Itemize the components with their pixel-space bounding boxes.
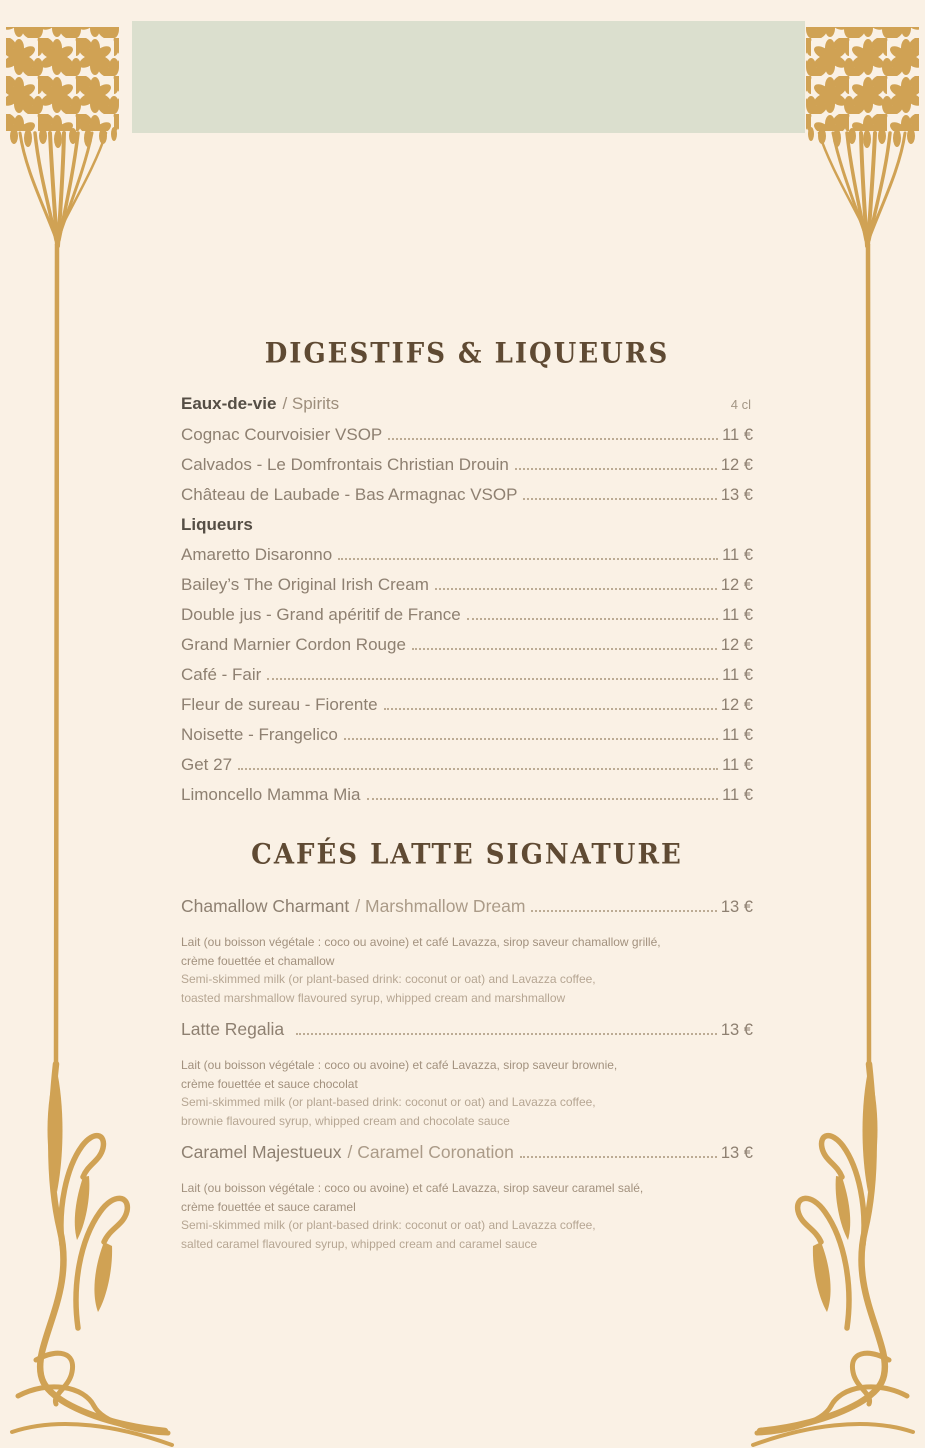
menu-item-row: [181, 570, 753, 600]
latte-item: [181, 1015, 753, 1130]
item-description: [181, 1056, 753, 1130]
description-line-fr: crème fouettée et sauce chocolat: [181, 1076, 358, 1091]
menu-item-row: [181, 720, 753, 750]
menu-item-row: [181, 630, 753, 660]
item-price: 11 €: [722, 786, 753, 804]
item-name: Noisette - Frangelico: [181, 725, 338, 744]
section-title-lattes: CAFÉS LATTE SIGNATURE: [251, 839, 683, 871]
dotted-leader: [238, 768, 718, 770]
menu-item-row: [181, 450, 753, 480]
dotted-leader: [523, 498, 716, 500]
description-line-en: salted caramel flavoured syrup, whipped cream and caramel sauce: [181, 1236, 538, 1251]
art-nouveau-border-right: [745, 0, 925, 1448]
item-price: 12 €: [720, 696, 753, 714]
group-header-fr: Liqueurs: [181, 515, 253, 534]
item-name: Amaretto Disaronno: [181, 545, 333, 564]
dotted-leader: [531, 910, 716, 912]
item-name: Grand Marnier Cordon Rouge: [181, 635, 406, 654]
menu-item-row: [181, 690, 753, 720]
item-name: Fleur de sureau - Fiorente: [181, 695, 378, 714]
description-line-en: Semi-skimmed milk (or plant-based drink: coconut or oat) and Lavazza coffee,: [181, 1095, 596, 1109]
dotted-leader: [520, 1156, 717, 1158]
item-name-en: / Caramel Coronation: [347, 1142, 514, 1162]
menu-item-row: [181, 780, 753, 810]
art-nouveau-border-left: [0, 0, 180, 1448]
group-header-en: / Spirits: [282, 394, 340, 413]
item-description: [181, 1179, 753, 1253]
description-line-fr: Lait (ou boisson végétale : coco ou avoine) et café Lavazza, sirop saveur chamallow grillé,: [181, 935, 661, 949]
item-name: Double jus - Grand apéritif de France: [181, 605, 461, 624]
description-line-en: Semi-skimmed milk (or plant-based drink: coconut or oat) and Lavazza coffee,: [181, 1218, 596, 1232]
serving-size-note: 4 cl: [730, 397, 751, 412]
item-price: 12 €: [720, 456, 753, 474]
item-price: 11 €: [722, 726, 753, 744]
dotted-leader: [435, 588, 717, 590]
item-price: 13 €: [720, 898, 753, 916]
menu-content: [181, 0, 753, 1261]
item-price: 13 €: [720, 1144, 753, 1162]
description-line-en: toasted marshmallow flavoured syrup, whipped cream and marshmallow: [181, 990, 566, 1005]
section-title-digestifs: DIGESTIFS & LIQUEURS: [264, 338, 670, 370]
menu-item-row: [181, 1138, 753, 1167]
item-price: 12 €: [720, 636, 753, 654]
menu-item-row: [181, 750, 753, 780]
menu-item-row: [181, 600, 753, 630]
dotted-leader: [467, 618, 718, 620]
item-price: 11 €: [722, 546, 753, 564]
item-name: Cognac Courvoisier VSOP: [181, 425, 383, 444]
description-line-en: brownie flavoured syrup, whipped cream and chocolate sauce: [181, 1113, 510, 1128]
item-price: 11 €: [722, 426, 753, 444]
item-description: [181, 933, 753, 1007]
latte-item: [181, 1138, 753, 1253]
item-name: Calvados - Le Domfrontais Christian Drouin: [181, 455, 509, 474]
menu-item-row: [181, 660, 753, 690]
latte-item: [181, 892, 753, 1007]
item-price: 11 €: [722, 756, 753, 774]
item-name: Café - Fair: [181, 665, 262, 684]
item-name-fr: Chamallow Charmant: [181, 896, 350, 916]
item-price: 13 €: [720, 1021, 753, 1039]
menu-item-row: [181, 420, 753, 450]
item-name: Get 27: [181, 755, 233, 774]
dotted-leader: [412, 648, 717, 650]
dotted-leader: [296, 1033, 717, 1035]
item-name-fr: Latte Regalia: [181, 1019, 285, 1039]
item-name: Bailey’s The Original Irish Cream: [181, 575, 429, 594]
dotted-leader: [515, 468, 717, 470]
item-price: 11 €: [722, 606, 753, 624]
dotted-leader: [267, 678, 718, 680]
item-name-fr: Caramel Majestueux: [181, 1142, 342, 1162]
description-line-fr: Lait (ou boisson végétale : coco ou avoine) et café Lavazza, sirop saveur caramel salé,: [181, 1181, 644, 1195]
menu-item-row: [181, 1015, 753, 1044]
dotted-leader: [388, 438, 718, 440]
group-header-fr: Eaux-de-vie: [181, 394, 277, 413]
dotted-leader: [367, 798, 719, 800]
item-name: Château de Laubade - Bas Armagnac VSOP: [181, 485, 518, 504]
item-name-en: / Marshmallow Dream: [355, 896, 526, 916]
description-line-fr: crème fouettée et chamallow: [181, 953, 335, 968]
group-header-spirits: [181, 389, 753, 420]
description-line-fr: crème fouettée et sauce caramel: [181, 1199, 356, 1214]
menu-item-row: [181, 540, 753, 570]
dotted-leader: [338, 558, 718, 560]
item-name: Limoncello Mamma Mia: [181, 785, 361, 804]
dotted-leader: [384, 708, 717, 710]
menu-item-row: [181, 480, 753, 510]
description-line-en: Semi-skimmed milk (or plant-based drink: coconut or oat) and Lavazza coffee,: [181, 972, 596, 986]
menu-item-row: [181, 892, 753, 921]
item-price: 11 €: [722, 666, 753, 684]
dotted-leader: [344, 738, 718, 740]
item-price: 12 €: [720, 576, 753, 594]
item-price: 13 €: [720, 486, 753, 504]
group-header-liqueurs: [181, 510, 753, 540]
description-line-fr: Lait (ou boisson végétale : coco ou avoine) et café Lavazza, sirop saveur brownie,: [181, 1058, 618, 1072]
